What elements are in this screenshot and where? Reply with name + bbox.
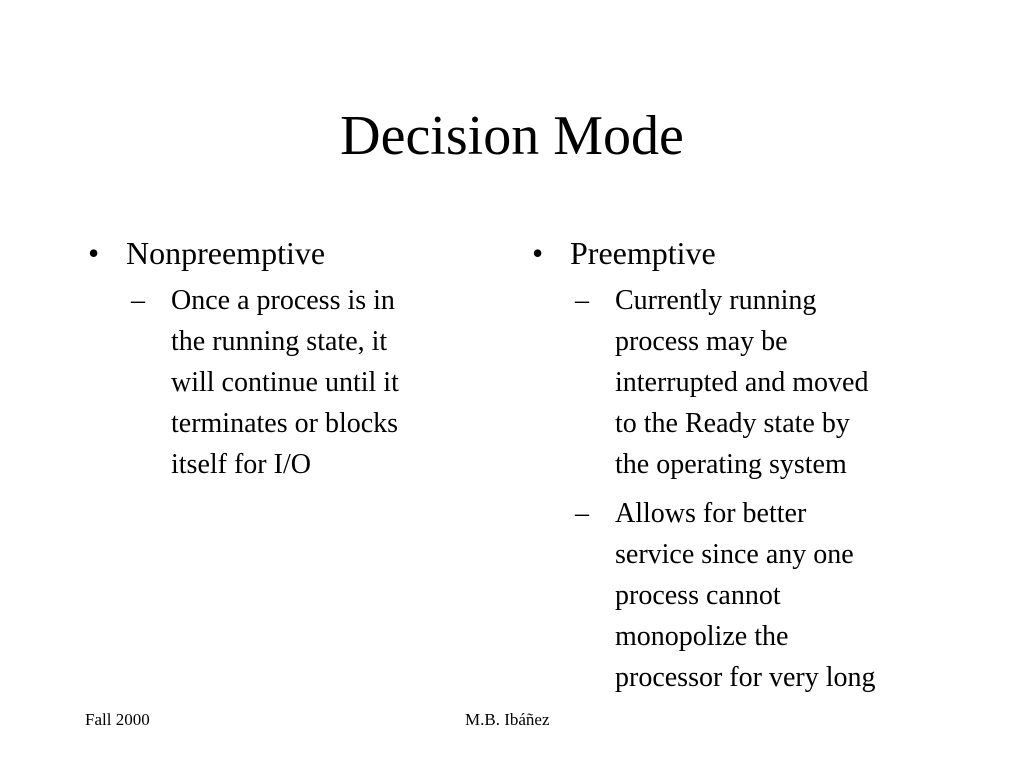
- dash-icon: –: [131, 285, 145, 316]
- sub-item-line: Allows for better: [615, 498, 807, 529]
- sub-list: [88, 280, 468, 485]
- bullet-heading: Nonpreemptive: [126, 235, 326, 271]
- right-column: [532, 232, 952, 706]
- sub-item-line: processor for very long: [615, 662, 876, 693]
- sub-item-line: process may be: [615, 326, 788, 357]
- sub-item-line: will continue until it: [171, 367, 399, 398]
- slide-title: Decision Mode: [340, 105, 684, 167]
- bullet-nonpreemptive: [88, 232, 468, 274]
- sub-list: [532, 280, 952, 698]
- sub-item-line: Currently running: [615, 285, 817, 316]
- sub-item-line: itself for I/O: [171, 449, 311, 480]
- dash-icon: –: [575, 498, 589, 529]
- sub-item-preemptive-benefit: [532, 493, 952, 698]
- bullet-icon: •: [88, 235, 100, 271]
- sub-item-line: service since any one: [615, 539, 854, 570]
- bullet-heading: Preemptive: [570, 235, 716, 271]
- sub-item-line: the operating system: [615, 449, 847, 480]
- left-column: [88, 232, 468, 493]
- sub-item-line: Once a process is in: [171, 285, 395, 316]
- sub-item-line: the running state, it: [171, 326, 388, 357]
- sub-item-line: terminates or blocks: [171, 408, 399, 439]
- sub-item-line: monopolize the: [615, 621, 789, 652]
- sub-item-nonpreemptive-definition: [88, 280, 468, 485]
- footer-author: M.B. Ibáñez: [465, 710, 550, 729]
- bullet-icon: •: [532, 235, 544, 271]
- sub-item-line: process cannot: [615, 580, 781, 611]
- dash-icon: –: [575, 285, 589, 316]
- bullet-preemptive: [532, 232, 952, 274]
- sub-item-preemptive-definition: [532, 280, 952, 485]
- sub-item-line: to the Ready state by: [615, 408, 850, 439]
- footer-date: Fall 2000: [85, 710, 150, 729]
- sub-item-line: interrupted and moved: [615, 367, 869, 398]
